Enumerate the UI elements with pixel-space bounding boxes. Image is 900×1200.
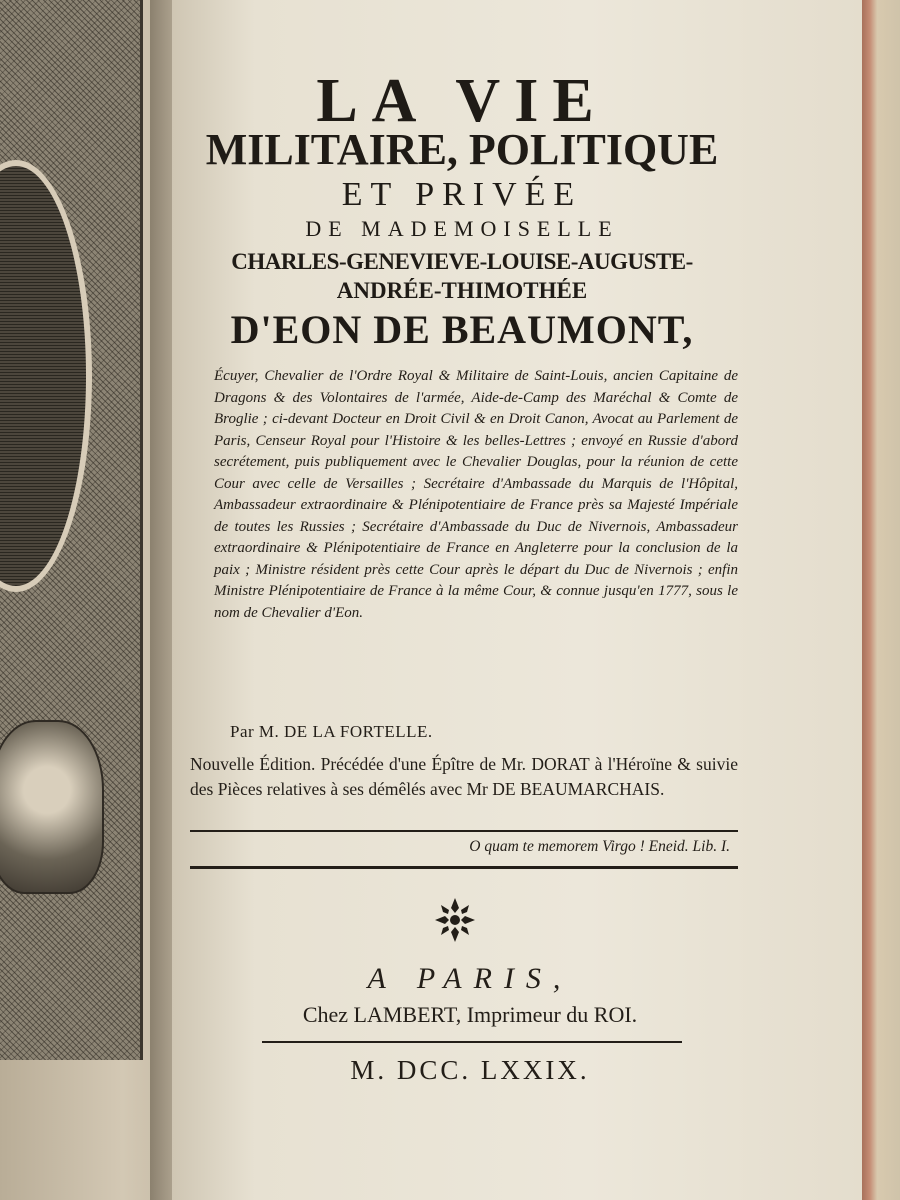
imprint-printer: Chez LAMBERT, Imprimeur du ROI. — [302, 1002, 638, 1027]
left-page-frontispiece — [0, 0, 175, 1200]
title-line-andree-thimothee: ANDRÉE-THIMOTHÉE — [336, 278, 588, 303]
subject-description: Écuyer, Chevalier de l'Ordre Royal & Militaire de Saint-Louis, ancien Capitaine de Dragons & des Volontaires de l'armée, Aide-de-Camp des Maréchal & Comte de Broglie ; ci-devant Docteur en Droit Civil & en Droit Canon, Avocat au Parlement de Paris, Censeur Royal pour l'Histoire & les belles-Lettres ; envoyé en Russie d'abord secrétement, puis publiquement avec le Chevalier Douglas, pour la réunion de cette Cour avec celle de Versailles ; Secrétaire d'Ambassade du Marquis de l'Hôpital, Ambassadeur extraordinaire & Plénipotentiaire de France près sa Majesté Impériale de toutes les Russies ; Secrétaire d'Ambassade du Duc de Nivernois, Ambassadeur extraordinaire & Plénipotentiaire de France en Angleterre pour la conclusion de la paix ; Ministre résident près cette Cour après le départ du Duc de Nivernois ; enfin Ministre Plénipotentiaire de France à la même Cour, & connue jusqu'en 1777, sous le nom de Chevalier d'Eon. — [214, 368, 738, 621]
title-block — [182, 67, 742, 352]
page-edge — [862, 0, 900, 1200]
edition-note: Nouvelle Édition. Précédée d'une Épître de Mr. DORAT à l'Héroïne & suivie des Pièces relatives à ses démêlés avec Mr DE BEAUMARCHAIS. — [190, 754, 738, 799]
rule-top — [190, 830, 738, 832]
imprint-city: A PARIS, — [367, 962, 573, 995]
fleuron-ornament-icon — [434, 896, 476, 944]
title-line-la-vie: LA VIE — [316, 67, 608, 135]
author-line: Par M. DE LA FORTELLE. — [230, 722, 433, 741]
imprint-date: M. DCC. LXXIX. — [350, 1055, 590, 1085]
title-line-et-privee: ET PRIVÉE — [341, 176, 583, 213]
title-line-given-names: CHARLES-GENEVIEVE-LOUISE-AUGUSTE- — [231, 249, 693, 274]
rule-imprint — [262, 1041, 682, 1043]
title-line-de-mademoiselle: DE MADEMOISELLE — [305, 216, 619, 241]
title-line-deon-de-beaumont: D'EON DE BEAUMONT, — [230, 307, 694, 352]
epigraph: O quam te memorem Virgo ! Eneid. Lib. I. — [469, 838, 730, 855]
engraving-mask-ornament — [0, 720, 104, 894]
rule-bottom — [190, 866, 738, 869]
title-line-militaire: MILITAIRE, POLITIQUE — [205, 125, 719, 174]
